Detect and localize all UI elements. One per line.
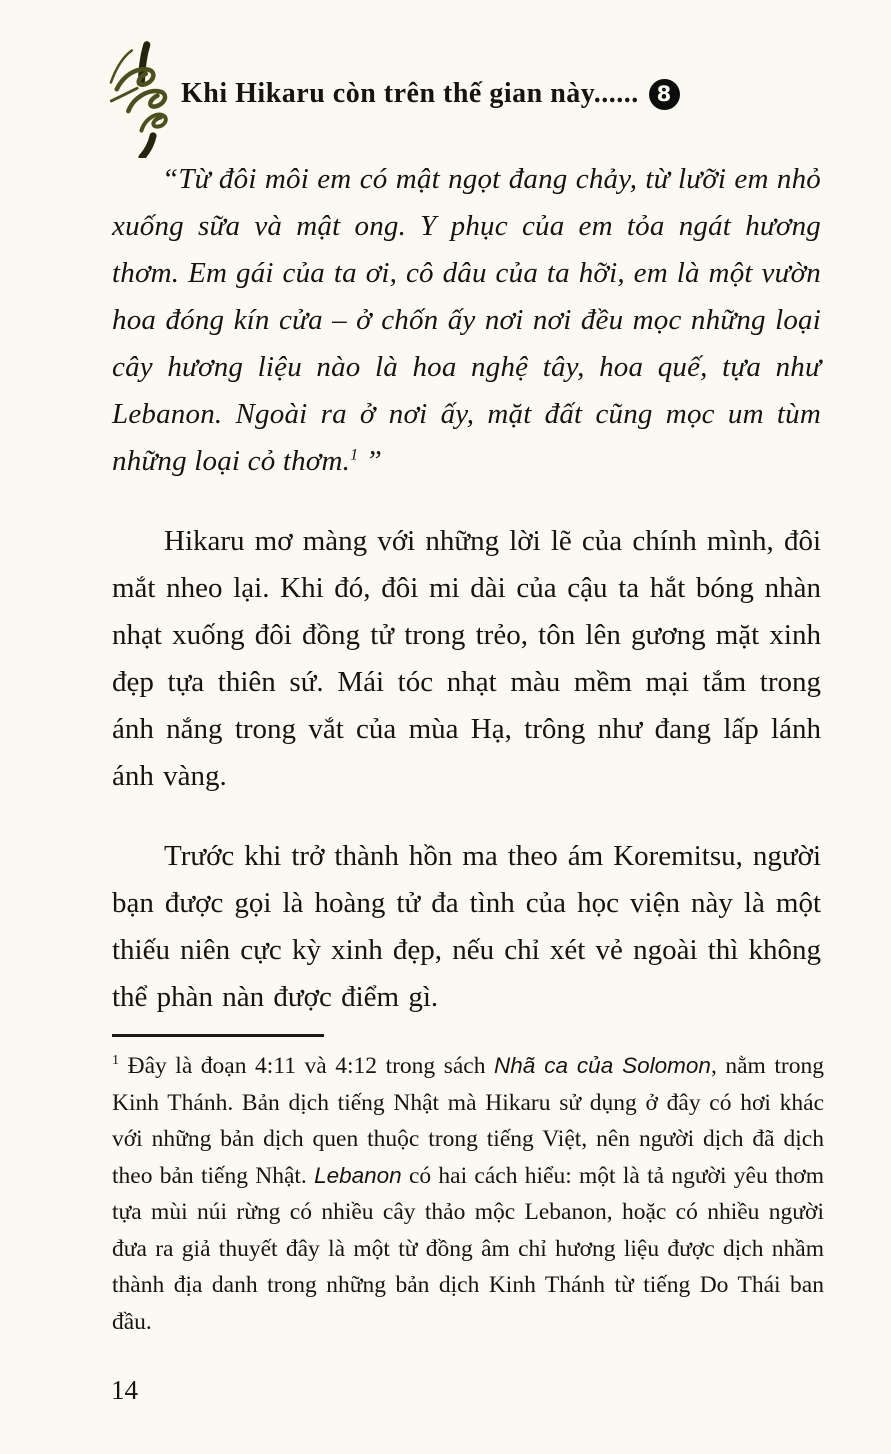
page-header (0, 0, 891, 160)
running-header (181, 78, 680, 110)
body-text (112, 156, 821, 1021)
chapter-number-badge: 8 (649, 79, 680, 110)
footnote-block (112, 1034, 824, 1340)
paragraph: Hikaru mơ màng với những lời lẽ của chính mình, đôi mắt nheo lại. Khi đó, đôi mi dài của cậu ta hắt bóng nhàn nhạt xuống đôi đồng tử trong trẻo, tôn lên gương mặt xinh đẹp tựa thiên sứ. Mái tóc nhạt màu mềm mại tắm trong ánh nắng trong vắt của mùa Hạ, trông như đang lấp lánh ánh vàng. (112, 525, 821, 792)
footnote-segment-italic: Lebanon (314, 1162, 402, 1188)
page-number: 14 (111, 1375, 138, 1405)
footnote-text (112, 1048, 824, 1340)
quote-close: ” (358, 445, 383, 477)
paragraph: Trước khi trở thành hồn ma theo ám Koremitsu, người bạn được gọi là hoàng tử đa tình của học viện này là một thiếu niên cực kỳ xinh đẹp, nếu chỉ xét vẻ ngoài thì không thể phàn nàn được điểm gì. (112, 840, 821, 1013)
book-title: Khi Hikaru còn trên thế gian này...... (181, 78, 639, 109)
footnote-segment: , nằm trong Kinh Thánh. Bản dịch tiếng Nhật mà Hikaru sử dụng ở đây có hơi khác với những bản dịch quen thuộc trong tiếng Việt, nên người dịch đã dịch theo bản tiếng Nhật. (112, 1053, 824, 1189)
scripture-quote (112, 156, 821, 485)
footnote-segment: có hai cách hiểu: một là tả người yêu thơm tựa mùi núi rừng có nhiều cây thảo mộc Lebanon, hoặc có nhiều người đưa ra giả thuyết đây là một từ đồng âm chỉ hương liệu được dịch nhầm thành địa danh trong những bản dịch Kinh Thánh từ tiếng Do Thái ban đầu. (112, 1162, 824, 1335)
footnote-marker: 1 (112, 1052, 120, 1069)
footnote-segment: Đây là đoạn 4:11 và 4:12 trong sách (119, 1053, 495, 1079)
quote-text: “Từ đôi môi em có mật ngọt đang chảy, từ lưỡi em nhỏ xuống sữa và mật ong. Y phục của em tỏa ngát hương thơm. Em gái của ta ơi, cô dâu của ta hỡi, em là một vườn hoa đóng kín cửa – ở chốn ấy nơi nơi đều mọc những loại cây hương liệu nào là hoa nghệ tây, hoa quế, tựa như Lebanon. Ngoài ra ở nơi ấy, mặt đất cũng mọc um tùm những loại cỏ thơm. (112, 163, 821, 477)
footnote-segment-italic: Nhã ca của Solomon (494, 1053, 711, 1078)
footnote-reference: 1 (350, 446, 359, 464)
footnote-separator (112, 1034, 324, 1037)
